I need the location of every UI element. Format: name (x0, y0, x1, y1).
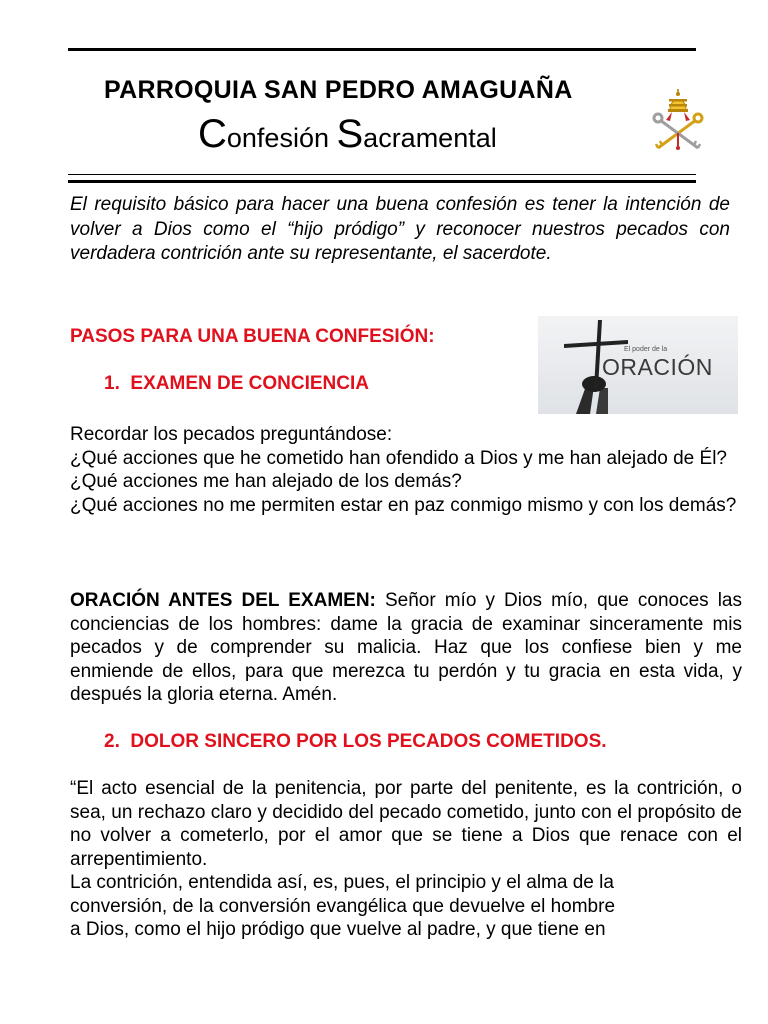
prayer-label: ORACIÓN ANTES DEL EXAMEN: (70, 590, 376, 611)
papal-crest-icon (648, 86, 708, 156)
title-word-rest: onfesión (226, 123, 337, 153)
step-2-heading (104, 731, 607, 753)
title-initial-s: S (336, 112, 364, 156)
quote-line: conversión, de la conversión evangélica que devuelve el hombre (70, 895, 616, 917)
header-rule-thin (68, 174, 696, 175)
step-2-number: 2. (104, 731, 120, 752)
quote-line: La contrición, entendida así, es, pues, el principio y el alma de la (70, 872, 614, 893)
intro-paragraph: El requisito básico para hacer una buena confesión es tener la intención de volver a Dios como el “hijo pródigo” y reconocer nuestros pecados con verdadera contrición ante su representante, el sacerdote. (70, 194, 730, 264)
title-initial-c: C (198, 112, 227, 156)
quote-line: a Dios, como el hijo pródigo que vuelve al padre, y que tiene en (70, 919, 606, 940)
image-word: ORACIÓN (602, 354, 713, 380)
top-rule (68, 48, 696, 51)
image-subtitle: El poder de la (624, 346, 668, 353)
prayer-image (538, 316, 738, 414)
recall-questions (70, 423, 742, 517)
step-1-number: 1. (104, 373, 120, 394)
prayer-paragraph (70, 589, 742, 707)
document-title (198, 112, 497, 157)
recall-line: ¿Qué acciones que he cometido han ofendido a Dios y me han alejado de Él? (70, 447, 727, 469)
recall-line: ¿Qué acciones me han alejado de los demás? (70, 471, 462, 492)
header-rule-thick (68, 180, 696, 183)
recall-line: Recordar los pecados preguntándose: (70, 424, 393, 445)
step-1-label: EXAMEN DE CONCIENCIA (130, 373, 369, 394)
prayer-text: Señor mío y Dios mío, que conoces las conciencias de los hombres: dame la gracia de examinar sinceramente mis pecados y de comprender su malicia. Haz que los confiese bien y me enmiende de ellos, para que merezca tu perdón y tu gracia en esta vida, y después la gloria eterna. Amén. (70, 590, 742, 705)
step-2-label: DOLOR SINCERO POR LOS PECADOS COMETIDOS. (130, 731, 607, 752)
title-word2-rest: acramental (363, 123, 497, 153)
quote-paragraph-1: “El acto esencial de la penitencia, por parte del penitente, es la contrición, o sea, un rechazo claro y decidido del pecado cometido, junto con el propósito de no volver a cometerlo, por el amor que se tiene a Dios que renace con el arrepentimiento. (70, 778, 742, 870)
recall-line: ¿Qué acciones no me permiten estar en paz conmigo mismo y con los demás? (70, 494, 737, 516)
steps-heading: PASOS PARA UNA BUENA CONFESIÓN: (70, 326, 435, 347)
step-1-heading (104, 373, 369, 395)
contrition-quote (70, 777, 742, 942)
parish-name: PARROQUIA SAN PEDRO AMAGUAÑA (104, 76, 573, 104)
